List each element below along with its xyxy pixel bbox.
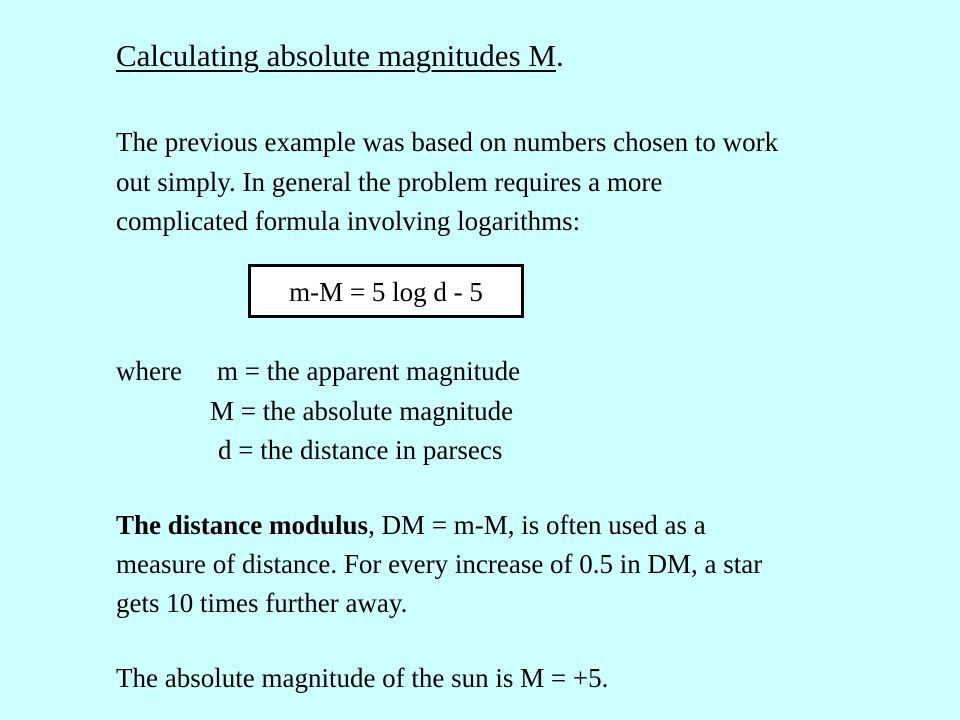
definition-apparent-magnitude: m = the apparent magnitude: [217, 356, 521, 386]
distance-modulus-line-2: measure of distance. For every increase of 0.5 in DM, a star: [116, 549, 763, 579]
intro-line-1: The previous example was based on numbers chosen to work: [116, 127, 779, 157]
distance-modulus-line-1: [116, 509, 706, 541]
intro-line-2: out simply. In general the problem requires a more: [116, 167, 663, 197]
definition-distance: d = the distance in parsecs: [218, 435, 503, 465]
distance-modulus-line-1-rest: , DM = m-M, is often used as a: [368, 510, 706, 540]
slide-title: [116, 38, 564, 74]
where-label: where: [116, 356, 182, 386]
sun-magnitude-statement: The absolute magnitude of the sun is M = +5.: [116, 663, 609, 693]
slide-title-underlined: Calculating absolute magnitudes M: [116, 38, 556, 73]
formula-box: [248, 264, 524, 318]
definition-absolute-magnitude: M = the absolute magnitude: [210, 396, 514, 426]
distance-modulus-line-3: gets 10 times further away.: [116, 588, 408, 618]
formula-text: m-M = 5 log d - 5: [289, 277, 483, 307]
intro-line-3: complicated formula involving logarithms:: [116, 206, 581, 236]
distance-modulus-term: The distance modulus: [116, 510, 369, 540]
slide-title-period: .: [555, 38, 564, 73]
